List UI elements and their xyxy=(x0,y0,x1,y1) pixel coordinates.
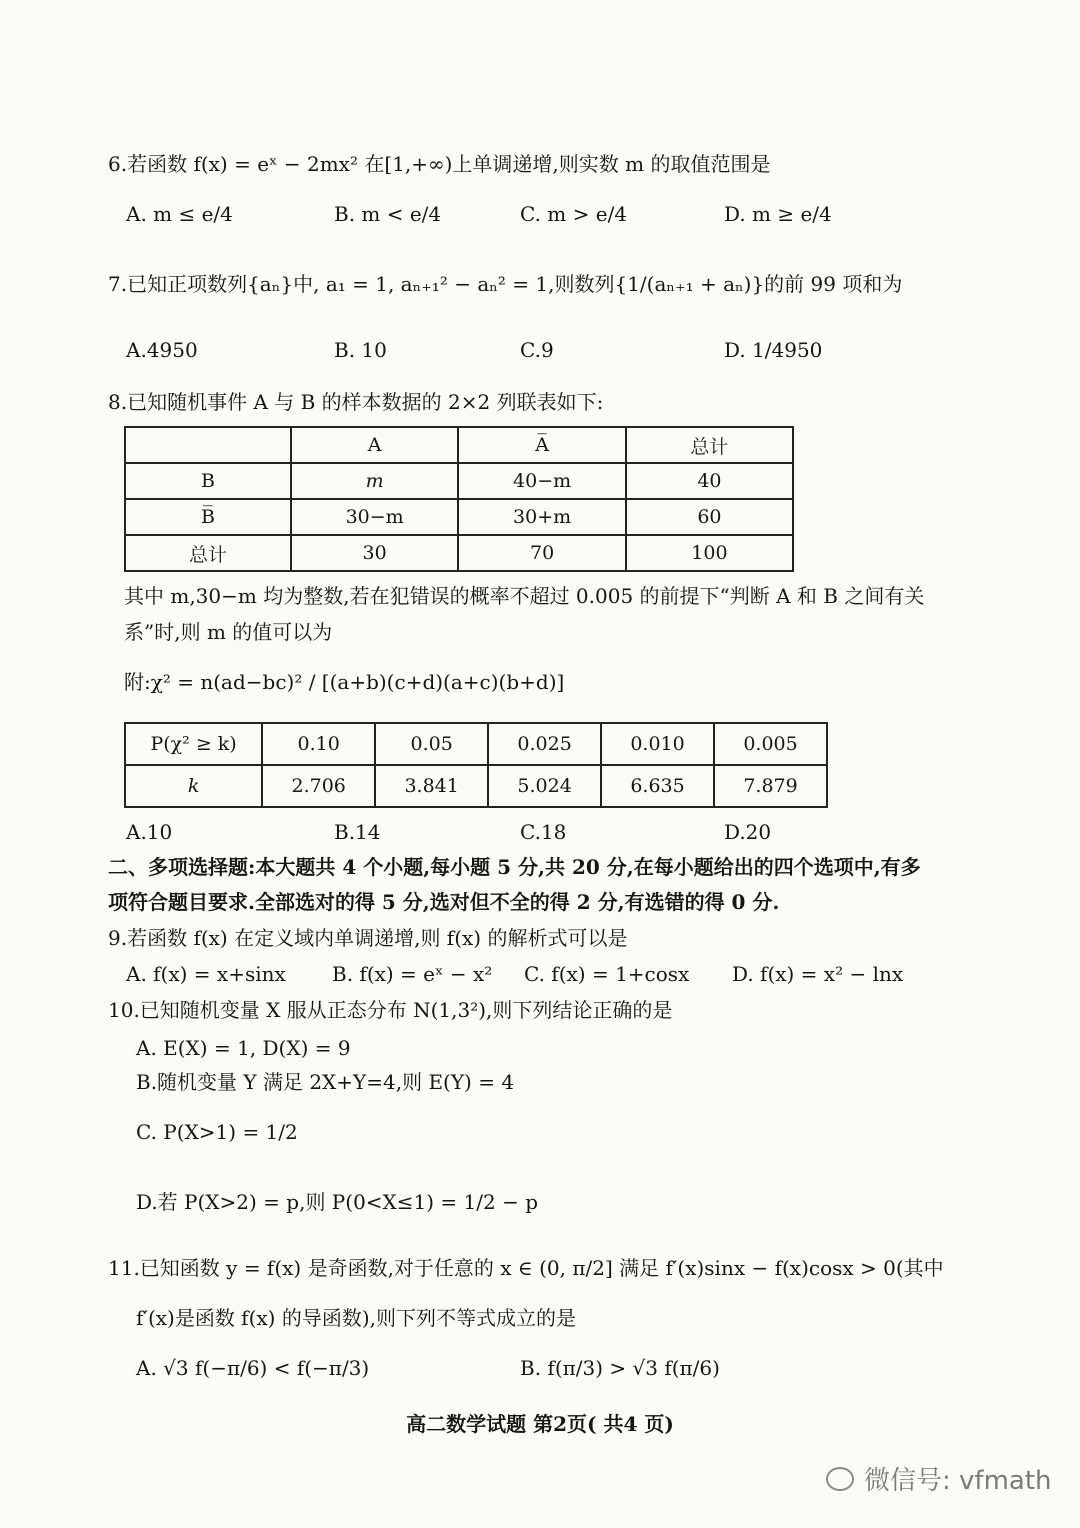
watermark xyxy=(826,1460,1052,1497)
contingency-header-cell xyxy=(125,427,291,463)
critical-value-cell: 7.879 xyxy=(714,765,827,807)
contingency-header-cell: 总计 xyxy=(626,427,793,463)
contingency-header-cell: A xyxy=(291,427,458,463)
critical-value-cell: k xyxy=(125,765,262,807)
contingency-cell: B xyxy=(125,463,291,499)
q7-option-b: B. 10 xyxy=(334,338,387,362)
q6-option-d: D. m ≥ e/4 xyxy=(724,202,832,226)
q7-option-c: C.9 xyxy=(520,338,554,362)
q10-stem: 10.已知随机变量 X 服从正态分布 N(1,3²),则下列结论正确的是 xyxy=(108,998,673,1022)
watermark-text: 微信号: vfmath xyxy=(864,1466,1052,1496)
contingency-header-cell: A̅ xyxy=(458,427,625,463)
contingency-cell: 40−m xyxy=(458,463,625,499)
q8-note-line-1: 其中 m,30−m 均为整数,若在犯错误的概率不超过 0.005 的前提下“判断 A 和 B 之间有关 xyxy=(124,584,925,608)
contingency-cell: 100 xyxy=(626,535,793,571)
q9-option-c: C. f(x) = 1+cosx xyxy=(524,962,690,986)
q7-option-d: D. 1/4950 xyxy=(724,338,823,362)
critical-value-cell: 0.05 xyxy=(375,723,488,765)
q9-option-a: A. f(x) = x+sinx xyxy=(126,962,286,986)
q8-option-c: C.18 xyxy=(520,820,567,844)
q8-option-a: A.10 xyxy=(126,820,173,844)
critical-value-cell: 0.010 xyxy=(601,723,714,765)
q8-note-line-2: 系”时,则 m 的值可以为 xyxy=(124,620,333,644)
contingency-cell: 70 xyxy=(458,535,625,571)
q9-stem: 9.若函数 f(x) 在定义域内单调递增,则 f(x) 的解析式可以是 xyxy=(108,926,628,950)
contingency-cell: m xyxy=(291,463,458,499)
critical-value-cell: P(χ² ≥ k) xyxy=(125,723,262,765)
q10-option-a: A. E(X) = 1, D(X) = 9 xyxy=(136,1036,351,1060)
q8-stem: 8.已知随机事件 A 与 B 的样本数据的 2×2 列联表如下: xyxy=(108,390,604,414)
page-footer: 高二数学试题 第2页( 共4 页) xyxy=(406,1412,674,1436)
critical-value-cell: 3.841 xyxy=(375,765,488,807)
q11-stem-line-2: f′(x)是函数 f(x) 的导函数),则下列不等式成立的是 xyxy=(136,1306,576,1330)
q9-option-b: B. f(x) = eˣ − x² xyxy=(332,962,493,986)
contingency-cell: 30−m xyxy=(291,499,458,535)
contingency-cell: 30+m xyxy=(458,499,625,535)
wechat-icon xyxy=(826,1467,854,1491)
q7-option-a: A.4950 xyxy=(126,338,198,362)
q6-stem: 6.若函数 f(x) = eˣ − 2mx² 在[1,+∞)上单调递增,则实数 m 的取值范围是 xyxy=(108,152,771,176)
section-2-heading-line-1: 二、多项选择题:本大题共 4 个小题,每小题 5 分,共 20 分,在每小题给出的四个选项中,有多 xyxy=(108,855,921,879)
contingency-table xyxy=(124,426,794,572)
q10-option-b: B.随机变量 Y 满足 2X+Y=4,则 E(Y) = 4 xyxy=(136,1070,515,1094)
q10-option-c: C. P(X>1) = 1/2 xyxy=(136,1120,298,1144)
critical-value-row xyxy=(125,765,827,807)
contingency-cell: B̅ xyxy=(125,499,291,535)
q9-option-d: D. f(x) = x² − lnx xyxy=(732,962,904,986)
contingency-cell: 60 xyxy=(626,499,793,535)
q11-option-a: A. √3 f(−π/6) < f(−π/3) xyxy=(136,1356,370,1380)
critical-value-cell: 0.005 xyxy=(714,723,827,765)
critical-value-cell: 5.024 xyxy=(488,765,601,807)
critical-value-cell: 6.635 xyxy=(601,765,714,807)
contingency-cell: 30 xyxy=(291,535,458,571)
q11-stem-line-1: 11.已知函数 y = f(x) 是奇函数,对于任意的 x ∈ (0, π/2] 满足 f′(x)sinx − f(x)cosx > 0(其中 xyxy=(108,1256,944,1280)
q6-option-a: A. m ≤ e/4 xyxy=(126,202,233,226)
critical-value-table xyxy=(124,722,828,808)
q6-option-b: B. m < e/4 xyxy=(334,202,442,226)
q8-option-b: B.14 xyxy=(334,820,381,844)
critical-value-row xyxy=(125,723,827,765)
q10-option-d: D.若 P(X>2) = p,则 P(0<X≤1) = 1/2 − p xyxy=(136,1190,539,1214)
q8-option-d: D.20 xyxy=(724,820,772,844)
contingency-row xyxy=(125,463,793,499)
chi-square-formula: 附:χ² = n(ad−bc)² / [(a+b)(c+d)(a+c)(b+d)] xyxy=(124,670,565,694)
q11-option-b: B. f(π/3) > √3 f(π/6) xyxy=(520,1356,720,1380)
contingency-cell: 总计 xyxy=(125,535,291,571)
contingency-cell: 40 xyxy=(626,463,793,499)
contingency-row xyxy=(125,535,793,571)
q6-option-c: C. m > e/4 xyxy=(520,202,628,226)
q7-stem: 7.已知正项数列{aₙ}中, a₁ = 1, aₙ₊₁² − aₙ² = 1,则数列{1/(aₙ₊₁ + aₙ)}的前 99 项和为 xyxy=(108,272,903,296)
critical-value-cell: 0.10 xyxy=(262,723,375,765)
critical-value-cell: 2.706 xyxy=(262,765,375,807)
contingency-header-row xyxy=(125,427,793,463)
contingency-row xyxy=(125,499,793,535)
section-2-heading-line-2: 项符合题目要求.全部选对的得 5 分,选对但不全的得 2 分,有选错的得 0 分. xyxy=(108,890,780,914)
critical-value-cell: 0.025 xyxy=(488,723,601,765)
